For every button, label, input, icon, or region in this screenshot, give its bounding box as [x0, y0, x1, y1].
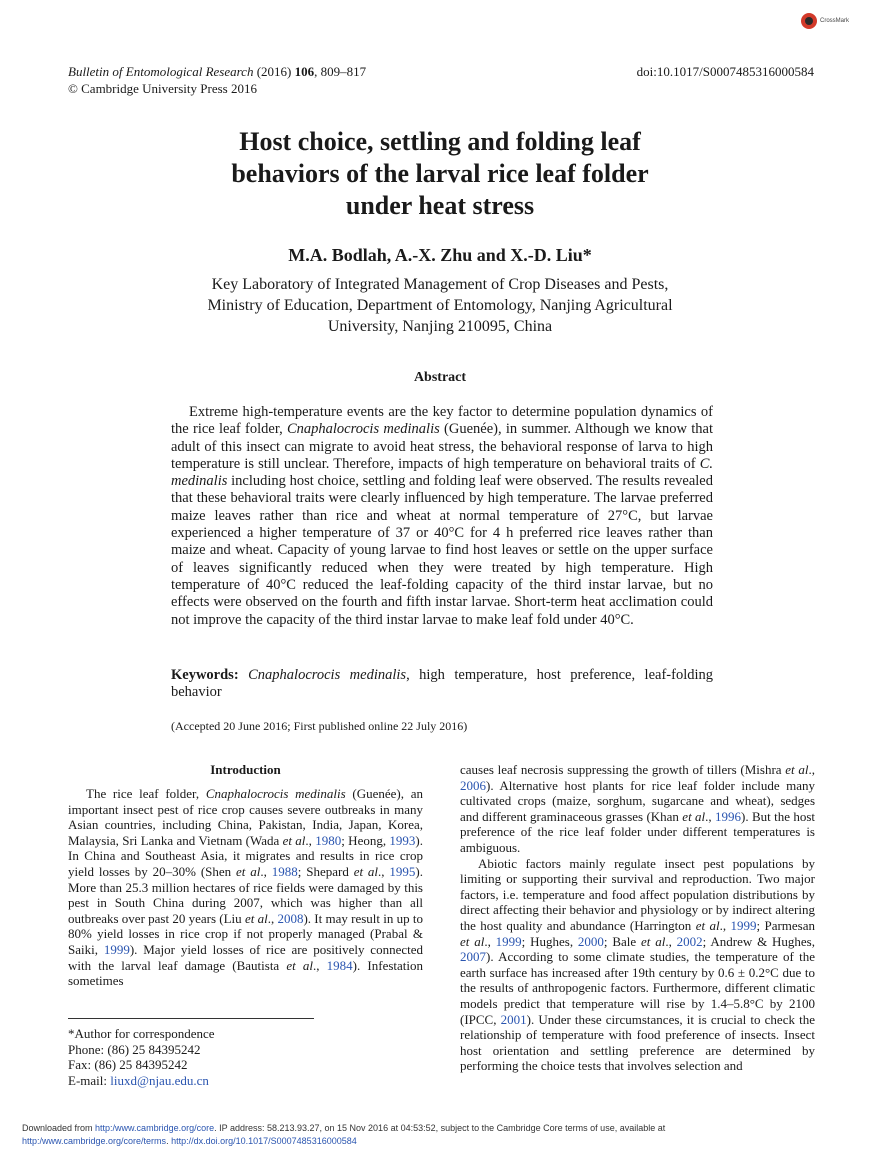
citation-link[interactable]: 2007	[460, 949, 486, 965]
affiliation	[140, 274, 740, 337]
citation-link[interactable]: 1995	[389, 863, 416, 879]
citation-link[interactable]: 2006	[460, 777, 486, 793]
et-al: et al	[236, 863, 261, 879]
keywords	[171, 667, 713, 702]
citation-link[interactable]: 1999	[495, 933, 522, 949]
doi[interactable]: doi:10.1017/S0007485316000584	[636, 64, 814, 79]
footnote-email-line	[68, 1073, 215, 1089]
affiliation-line: Key Laboratory of Integrated Management of Crop Diseases and Pests,	[211, 276, 669, 293]
species-name: Cnaphalocrocis medinalis	[286, 421, 440, 438]
keywords-label: Keywords:	[171, 667, 239, 683]
text: ). Alternative host plants for rice leaf folder include many cultivated crops (maize, sorghum, sugarcane and wheat), sedges and different graminaceous grasses (Khan	[460, 777, 815, 824]
crossmark-badge[interactable]	[801, 12, 863, 30]
footnote-rule	[68, 1018, 314, 1019]
text: ; Bale	[603, 933, 641, 949]
text: ; Andrew & Hughes,	[702, 933, 815, 949]
title-line: behaviors of the larval rice leaf folder	[231, 159, 649, 188]
crossmark-icon	[801, 13, 817, 29]
citation-link[interactable]: 2000	[577, 933, 604, 949]
text: .,	[719, 917, 731, 933]
citation-link[interactable]: 2001	[500, 1011, 527, 1027]
text: ; Parmesan	[756, 917, 816, 933]
paper-title	[140, 126, 740, 222]
citation-link[interactable]: 1999	[730, 917, 757, 933]
abstract-part: (Guenée), in summer. Although we know that adult of this insect can migrate to avoid heat stress, the behavioral response of larva to high temperature is still unclear. Therefore, impacts of high temperature on behavioral traits of	[171, 421, 713, 472]
introduction-heading: Introduction	[210, 762, 281, 777]
text: ). According to some climate studies, the temperature of the earth surface has increased after 19th century by 0.6 ± 0.2°C due to the results of anthropogenic factors. Furthermore, different climatic models predict that temperature will rise by 1.4–5.8°C by 2100 (IPCC,	[460, 949, 815, 1027]
abstract-part: Extreme high-temperature events are the key factor to determine population dynamics of the rice leaf folder,	[171, 404, 713, 438]
citation-link[interactable]: 1980	[315, 832, 342, 848]
et-al: et al	[460, 933, 485, 949]
copyright: © Cambridge University Press 2016	[68, 81, 257, 96]
crossmark-label: CrossMark	[820, 18, 850, 24]
et-al: et al	[641, 933, 666, 949]
text: .,	[484, 933, 496, 949]
affiliation-line: University, Nanjing 210095, China	[327, 318, 553, 335]
introduction-body	[68, 786, 423, 989]
et-al: et al	[695, 917, 720, 933]
journal-name: Bulletin of Entomological Research	[68, 64, 254, 79]
correspondence-footnote	[68, 1026, 215, 1088]
text: .,	[665, 933, 677, 949]
text: ). But the host preference of the rice leaf folder under different temperatures is ambiguous.	[460, 808, 815, 855]
keywords-list: , high temperature, host preference, leaf-folding behavior	[171, 667, 713, 701]
text: The rice leaf folder,	[86, 786, 206, 801]
species-name: C. medinalis	[171, 455, 713, 490]
species-name: Cnaphalocrocis medinalis	[248, 667, 407, 683]
citation-link[interactable]: 1984	[326, 957, 353, 973]
text: Abiotic factors mainly regulate insect pest populations by limiting or supporting their survival and reproduction. Two major factors, i.e. temperature and food affect population distributions by direct affecting their behavior and physiology or by indirect altering the host quality and abundance (Harrington	[460, 855, 815, 933]
citation-link[interactable]: 2008	[277, 910, 304, 926]
footnote-phone: Phone: (86) 25 84395242	[68, 1041, 201, 1057]
et-al: et al	[682, 808, 706, 824]
email-link[interactable]: liuxd@njau.edu.cn	[110, 1072, 209, 1088]
footer-link[interactable]: http:/www.cambridge.org/core/terms	[22, 1136, 167, 1146]
text: ). Under these circumstances, it is crucial to check the relationship of temperature with food preference of insects. Insect host orientation and settling preference are determined by performing the choice tests that involves selection and	[460, 1011, 815, 1074]
citation-link[interactable]: 1996	[715, 808, 742, 824]
text: ). Major yield losses of rice are positively connected with the larval leaf damage (Bautista	[68, 941, 423, 973]
footer-text: . IP address: 58.213.93.27, on 15 Nov 2016 at 04:53:52, subject to the Cambridge Core terms of use, available at	[214, 1123, 666, 1133]
citation-link[interactable]: 1999	[103, 941, 130, 957]
text: causes leaf necrosis suppressing the growth of tillers (Mishra	[460, 762, 786, 777]
text: ; Heong,	[341, 832, 390, 848]
citation-link[interactable]: 1993	[389, 832, 416, 848]
journal-year: (2016)	[256, 64, 292, 79]
text: .,	[313, 957, 327, 973]
text: .,	[378, 863, 390, 879]
email-label: E-mail:	[68, 1072, 111, 1088]
et-al: et al	[353, 863, 379, 879]
footer-text: .	[166, 1136, 172, 1146]
footer-text: Downloaded from	[22, 1123, 96, 1133]
text: ; Hughes,	[521, 933, 578, 949]
text: .,	[267, 910, 278, 926]
text: ; Shepard	[297, 863, 354, 879]
text: ). More than 25.3 million hectares of rice fields were damaged by this pest in South China during 2007, which was higher than all outbreaks over past 20 years (Liu	[68, 863, 424, 926]
species-name: Cnaphalocrocis medinalis	[205, 786, 346, 801]
download-footer	[22, 1122, 862, 1148]
text: .,	[260, 863, 272, 879]
text: ). Infestation sometimes	[68, 957, 423, 989]
text: ). It may result in up to 80% yield losses in rice crop if not properly managed (Prabal & Saiki,	[68, 910, 424, 957]
et-al: et al	[785, 762, 809, 777]
text: (Guenée), an important insect pest of rice crop causes severe outbreaks in many Asian countries, including China, Pakistan, India, Japan, Korea, Malaysia, Sri Lanka and Vietnam (Wada	[68, 786, 423, 848]
footer-link[interactable]: http://dx.doi.org/10.1017/S0007485316000584	[171, 1136, 357, 1146]
et-al: et al	[286, 957, 314, 973]
text: ). In China and Southeast Asia, it migrates and results in rice crop yield losses by 20–30% (Shen	[68, 832, 424, 879]
footnote-fax: Fax: (86) 25 84395242	[68, 1057, 188, 1073]
text: .,	[705, 808, 716, 824]
text: .,	[808, 762, 816, 777]
paragraph	[460, 856, 815, 1074]
title-line: under heat stress	[345, 191, 535, 220]
right-column-body	[460, 762, 815, 1074]
citation-link[interactable]: 2002	[676, 933, 703, 949]
journal-pages: , 809–817	[314, 64, 367, 79]
footnote-line: *Author for correspondence	[68, 1026, 215, 1041]
authors: M.A. Bodlah, A.-X. Zhu and X.-D. Liu*	[288, 245, 592, 265]
journal-citation	[68, 63, 366, 80]
paragraph	[68, 786, 423, 989]
abstract-text	[171, 404, 713, 629]
accepted-date: (Accepted 20 June 2016; First published online 22 July 2016)	[171, 719, 468, 733]
title-line: Host choice, settling and folding leaf	[239, 127, 641, 156]
abstract-part: including host choice, settling and folding leaf were observed. The results revealed that these behavioral traits were clearly influenced by high temperature. The larvae preferred maize leaves rather than rice and wheat at normal temperature of 27°C, but larvae experienced a higher temperature of 37 or 40°C for 4 h preferred rice leaves rather than maize and wheat. Capacity of young larvae to find host leaves or settle on the upper surface of leaves significantly reduced when they were treated by high temperature. High temperature of 40°C reduced the leaf-folding capacity of the third instar larvae, but no effects were observed on the fourth and fifth instar larvae. Short-term heat acclimation could not improve the capacity of the third instar larvae to make leaf fold under 40°C.	[171, 473, 713, 628]
journal-volume: 106	[294, 64, 315, 79]
footer-link[interactable]: http:/www.cambridge.org/core	[95, 1123, 215, 1133]
et-al: et al	[282, 832, 306, 848]
et-al: et al	[244, 910, 268, 926]
abstract-heading: Abstract	[413, 370, 467, 385]
citation-link[interactable]: 1988	[271, 863, 298, 879]
text: .,	[305, 832, 316, 848]
paragraph	[460, 762, 815, 856]
affiliation-line: Ministry of Education, Department of Entomology, Nanjing Agricultural	[207, 297, 673, 314]
